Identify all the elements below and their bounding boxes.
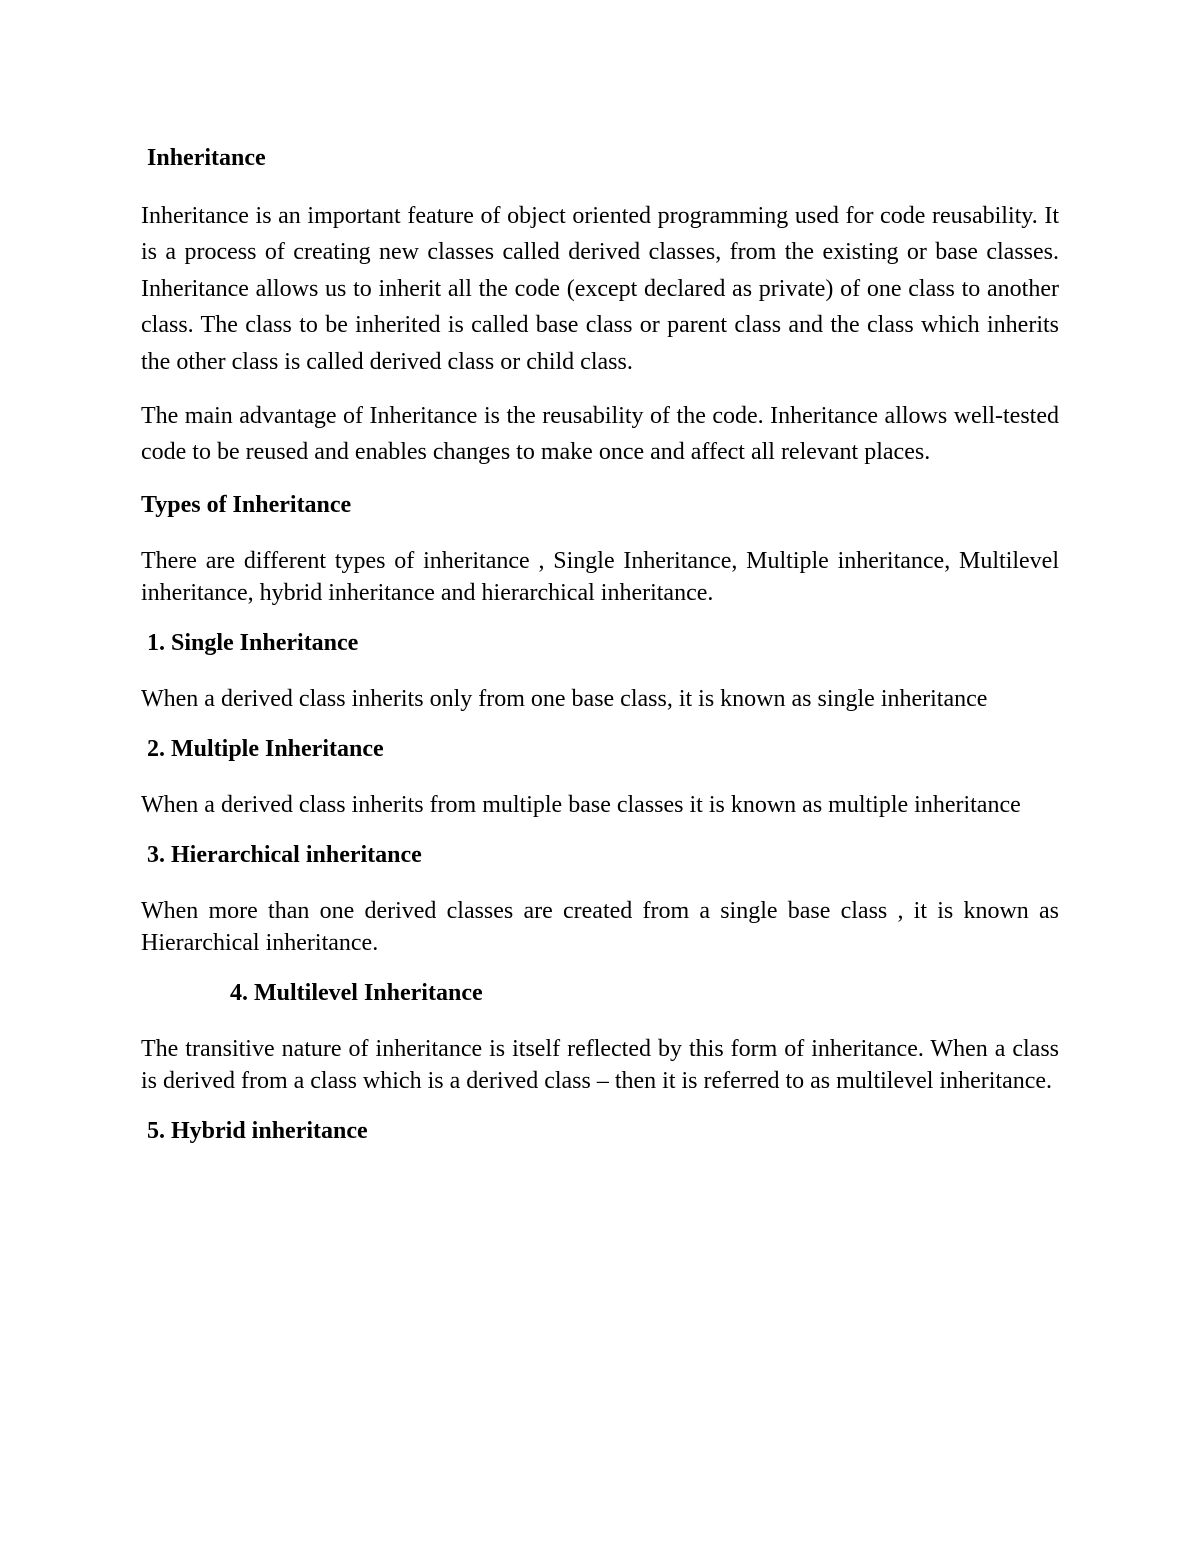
document-title: Inheritance <box>147 145 266 171</box>
types-heading: Types of Inheritance <box>141 491 352 518</box>
section-heading-hierarchical: 3. Hierarchical inheritance <box>147 841 422 868</box>
section-text-multilevel: The transitive nature of inheritance is itself reflected by this form of inheritance. When a class is derived from a class which is a derived class – then it is referred to as multilevel inheritance. <box>141 1035 1059 1094</box>
section-text-single: When a derived class inherits only from one base class, it is known as single inheritance <box>141 685 988 712</box>
document-page <box>141 140 1059 1149</box>
intro-paragraph-1: Inheritance is an important feature of object oriented programming used for code reusability. It is a process of creating new classes called derived classes, from the existing or base classes. Inheritance allows us to inherit all the code (except declared as private) of one class to another class. The class to be inherited is called base class or parent class and the class which inherits the other class is called derived class or child class. <box>141 203 1059 375</box>
section-heading-hybrid: 5. Hybrid inheritance <box>147 1117 368 1144</box>
types-paragraph: There are different types of inheritance , Single Inheritance, Multiple inheritance, Multilevel inheritance, hybrid inheritance and hierarchical inheritance. <box>141 547 1059 606</box>
section-text-multiple: When a derived class inherits from multiple base classes it is known as multiple inheritance <box>141 791 1021 818</box>
section-text-hierarchical: When more than one derived classes are created from a single base class , it is known as Hierarchical inheritance. <box>141 897 1059 956</box>
section-heading-multiple: 2. Multiple Inheritance <box>147 735 384 762</box>
section-heading-multilevel: 4. Multilevel Inheritance <box>230 979 483 1006</box>
section-heading-single: 1. Single Inheritance <box>147 629 359 656</box>
intro-paragraph-2: The main advantage of Inheritance is the reusability of the code. Inheritance allows well-tested code to be reused and enables changes to make once and affect all relevant places. <box>141 403 1059 466</box>
